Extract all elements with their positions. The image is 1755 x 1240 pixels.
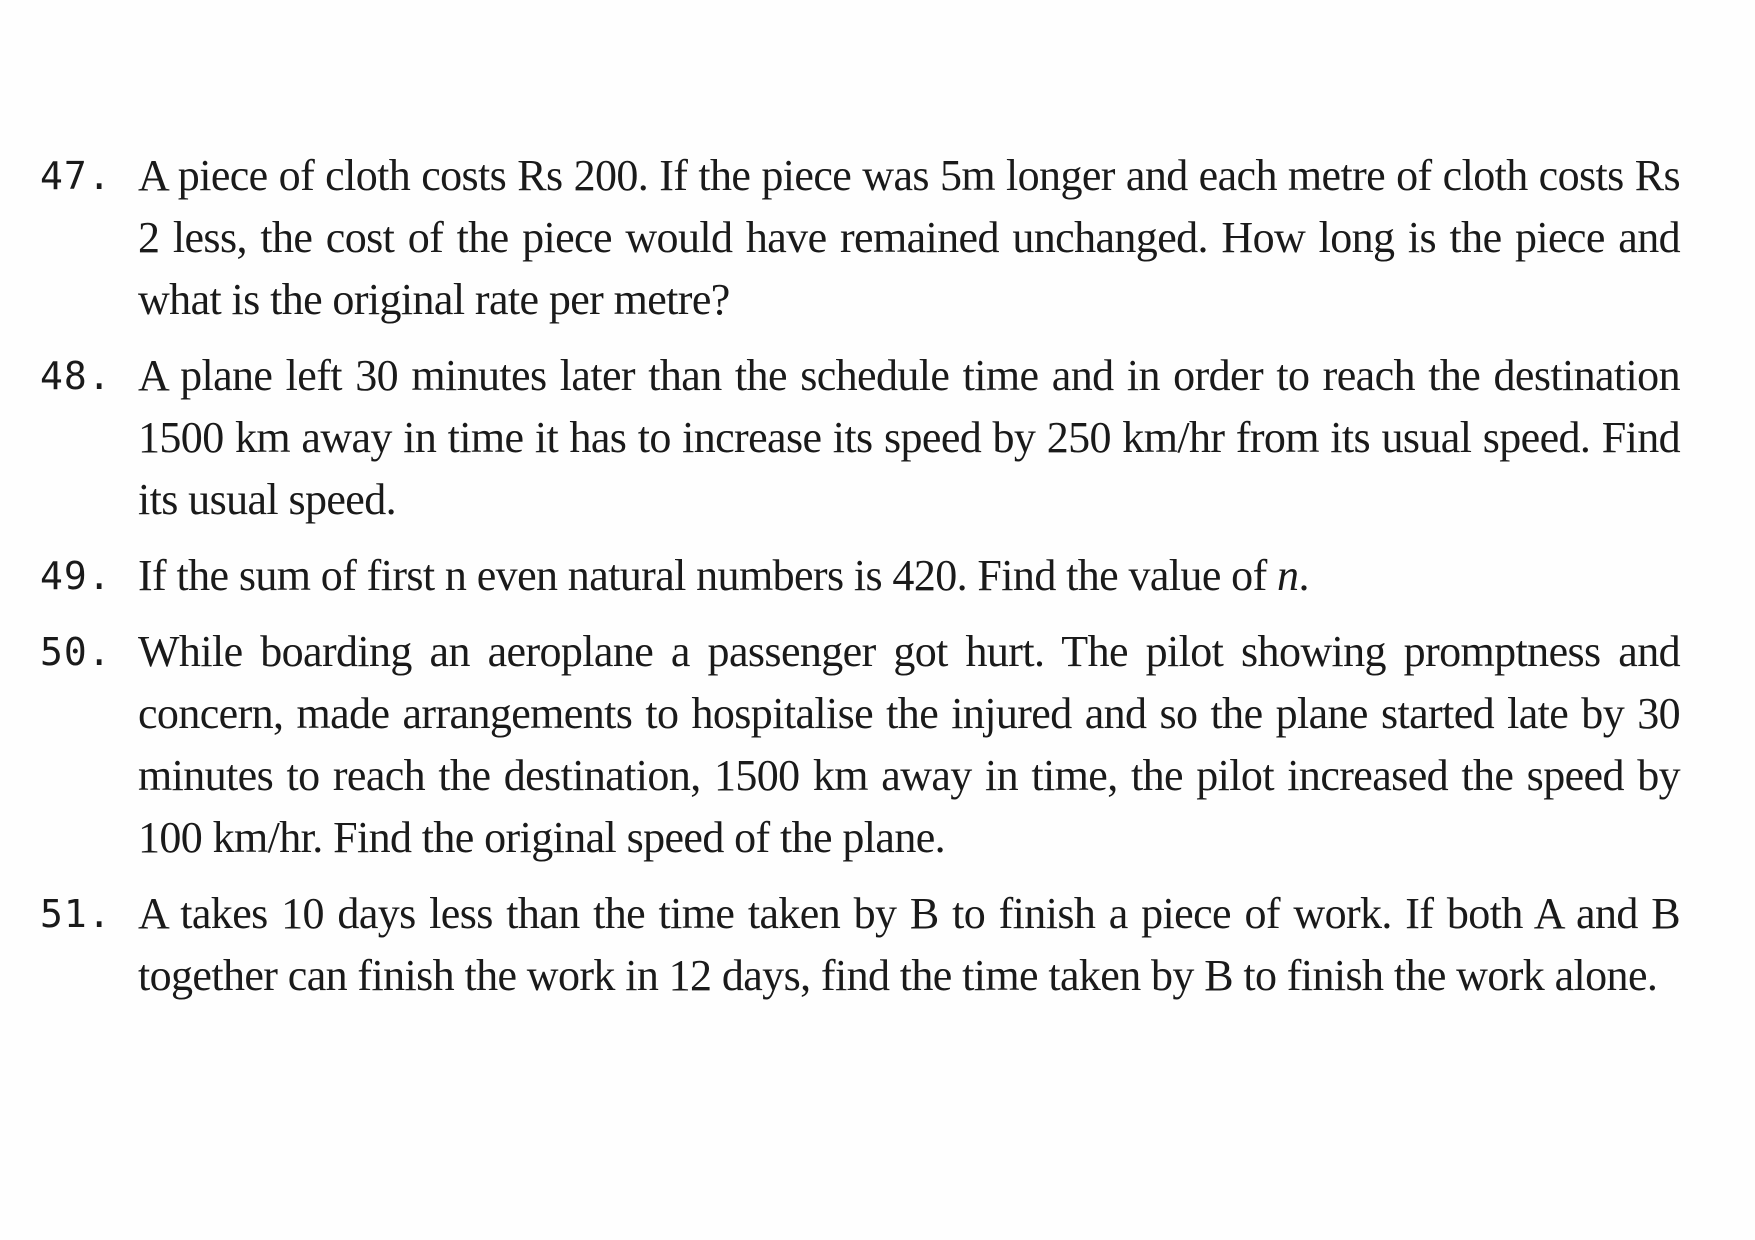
- question-text: A plane left 30 minutes later than the schedule time and in order to reach the destination 1500 km away in time it has to increase its speed by 250 km/hr from its usual speed. Find its usual speed.: [138, 351, 1680, 524]
- question-text: While boarding an aeroplane a passenger got hurt. The pilot showing promptness and concern, made arrangements to hospitalise the injured and so the plane started late by 30 minutes to reach the destination, 1500 km away in time, the pilot increased the speed by 100 km/hr. Find the original speed of the plane.: [138, 627, 1680, 862]
- question-text: [138, 545, 1680, 607]
- question-text-after: .: [1298, 551, 1309, 600]
- question-text: A piece of cloth costs Rs 200. If the piece was 5m longer and each metre of cloth costs Rs 2 less, the cost of the piece would have remained unchanged. How long is the piece and what is the original rate per metre?: [138, 151, 1680, 324]
- question-51: [40, 883, 1680, 1007]
- question-text: A takes 10 days less than the time taken by B to finish a piece of work. If both A and B together can finish the work in 12 days, find the time taken by B to finish the work alone.: [138, 889, 1680, 1000]
- question-number: 51.: [40, 892, 112, 936]
- question-list: [40, 145, 1680, 1021]
- question-number: 48.: [40, 354, 112, 398]
- question-number: 47.: [40, 154, 112, 198]
- question-47: [40, 145, 1680, 331]
- math-variable: n: [1277, 551, 1299, 600]
- question-50: [40, 621, 1680, 869]
- question-49: [40, 545, 1680, 607]
- question-number: 49.: [40, 554, 112, 598]
- question-number: 50.: [40, 630, 112, 674]
- question-text-before: If the sum of first n even natural numbers is 420. Find the value of: [138, 551, 1278, 600]
- question-48: [40, 345, 1680, 531]
